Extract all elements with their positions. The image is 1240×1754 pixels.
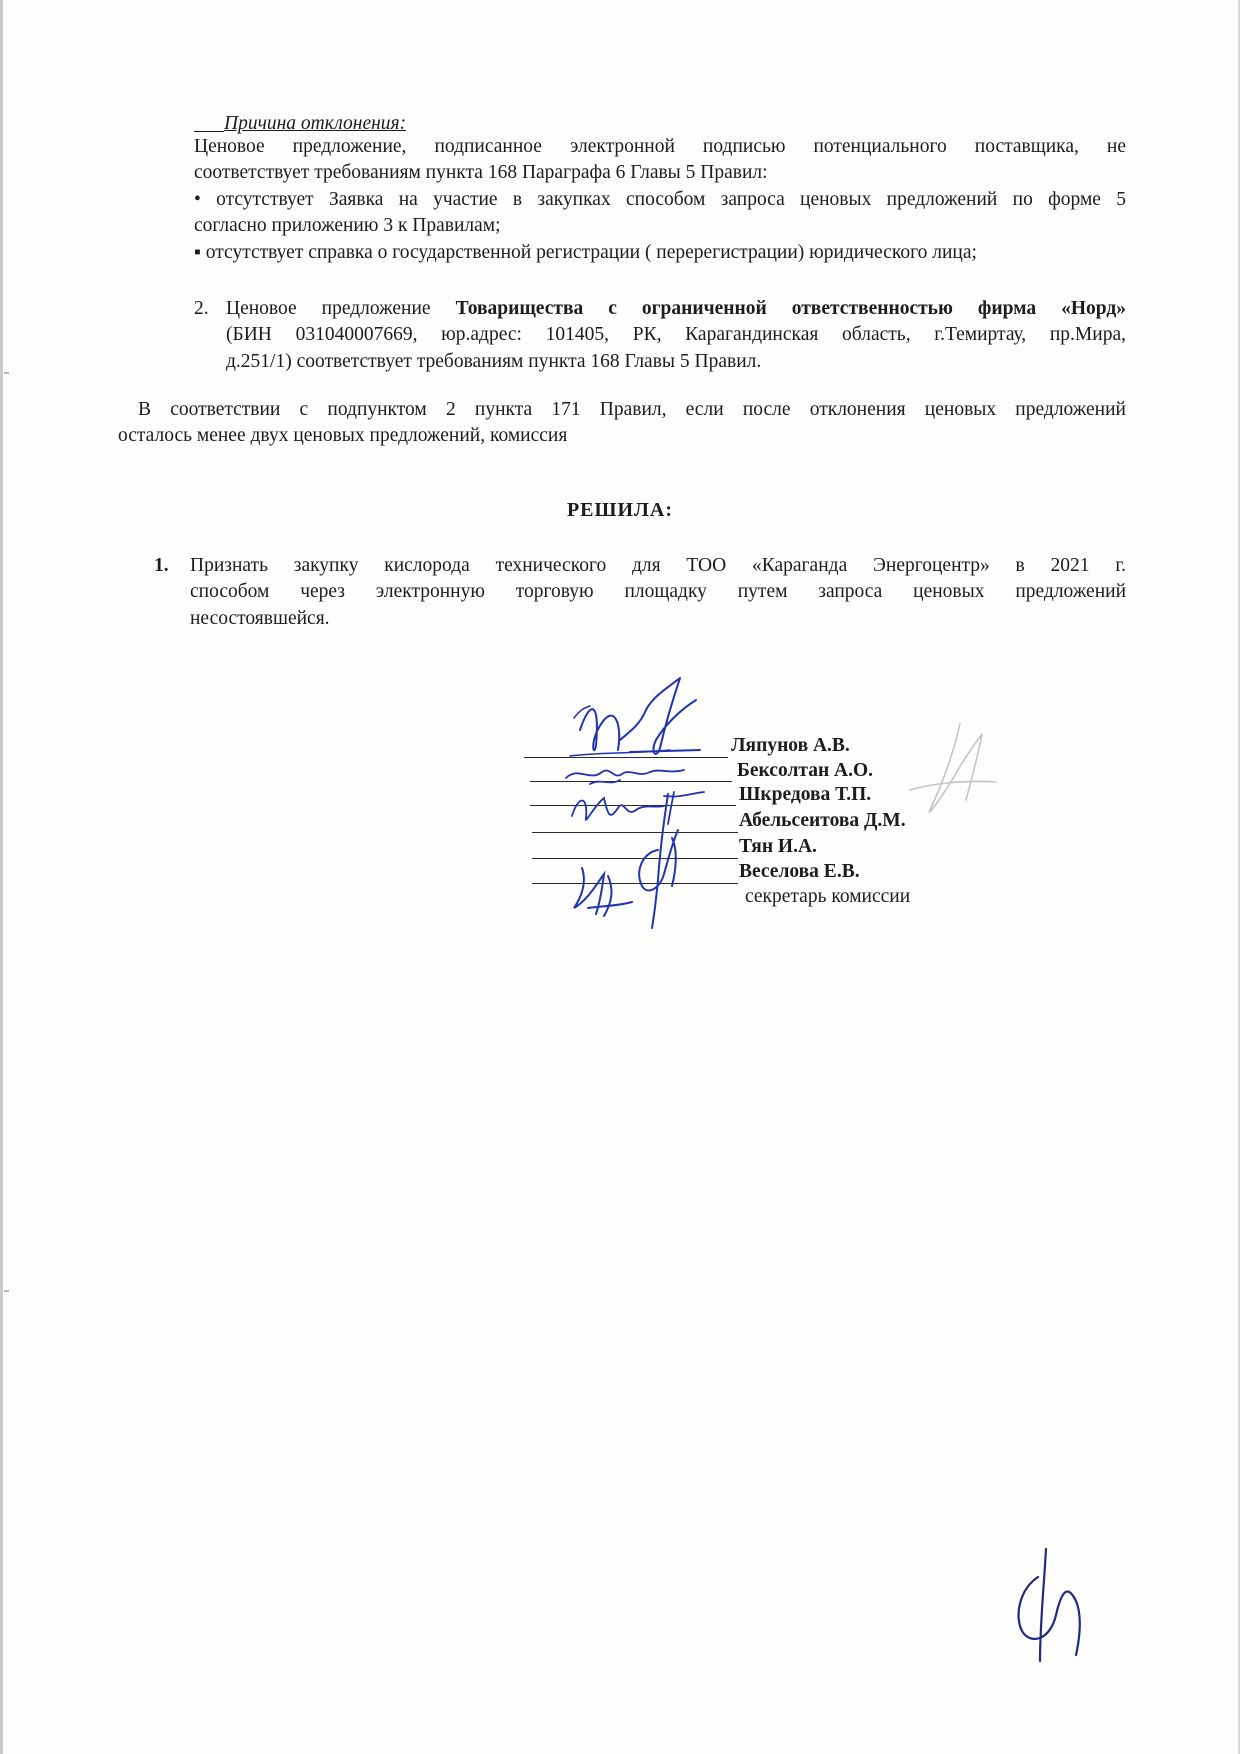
handwritten-signature <box>568 790 718 930</box>
paragraph-line: осталось менее двух ценовых предложений, комиссия <box>118 425 568 446</box>
bullet-item: ▪ отсутствует справка о государственной регистрации ( перерегистрации) юридического лица; <box>194 242 977 263</box>
signatory-name: Бексолтан А.О. <box>737 760 874 781</box>
faint-signature-bleed <box>900 720 1010 830</box>
scan-mark <box>4 372 9 374</box>
scan-edge-left <box>0 0 3 1754</box>
decision-heading: РЕШИЛА: <box>566 499 674 521</box>
list-number: 1. <box>154 555 169 576</box>
scan-mark <box>4 1290 9 1292</box>
bullet-item-continued: согласно приложению 3 к Правилам; <box>194 215 501 236</box>
signatory-name: Ляпунов А.В. <box>731 735 850 756</box>
decision-line: Признать закупку кислорода технического для ТОО «Караганда Энергоцентр» в 2021 г. <box>190 555 1126 576</box>
rejection-text-line: соответствует требованиям пункта 168 Параграфа 6 Главы 5 Правил: <box>194 162 768 183</box>
company-name: Товарищества с ограниченной ответственностью фирма «Норд» <box>455 298 1126 319</box>
bullet-item: • отсутствует Заявка на участие в закупках способом запроса ценовых предложений по форме 5 <box>194 189 1126 210</box>
signatory-name: Абельсеитова Д.М. <box>739 810 906 831</box>
paragraph-line: В соответствии с подпунктом 2 пункта 171 Правил, если после отклонения ценовых предложений <box>138 399 1126 420</box>
handwritten-initial <box>1010 1545 1090 1665</box>
rejection-text-line: Ценовое предложение, подписанное электронной подписью потенциального поставщика, не <box>194 136 1126 157</box>
decision-line: способом через электронную торговую площадку путем запроса ценовых предложений <box>190 581 1126 602</box>
handwritten-signature <box>560 670 720 770</box>
underline-lead <box>194 111 224 132</box>
signatory-name: Шкредова Т.П. <box>739 784 872 805</box>
list-number: 2. <box>194 298 209 319</box>
signatory-role: секретарь комиссии <box>745 886 911 907</box>
list-item-line: (БИН 031040007669, юр.адрес: 101405, РК, Карагандинская область, г.Темиртау, пр.Мира, <box>226 324 1126 345</box>
signatory-name: Веселова Е.В. <box>739 861 860 882</box>
rejection-reason-label: Причина отклонения: <box>194 111 406 137</box>
signatory-name: Тян И.А. <box>739 836 817 857</box>
list-item-line: Ценовое предложение Товарищества с ограниченной ответственностью фирма «Норд» <box>226 298 1126 319</box>
list-item-line: д.251/1) соответствует требованиям пункта 168 Главы 5 Правил. <box>226 351 762 372</box>
decision-line: несостоявшейся. <box>190 608 330 629</box>
